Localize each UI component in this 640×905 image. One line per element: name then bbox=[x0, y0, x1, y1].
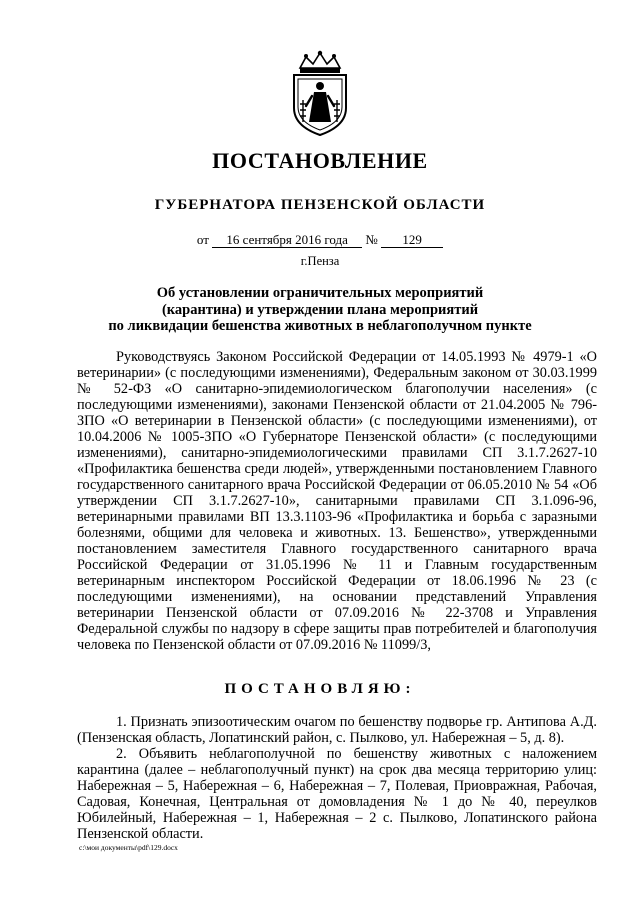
document-date: 16 сентября 2016 года bbox=[212, 232, 362, 248]
resolution-item: 1. Признать эпизоотическим очагом по бешенству подворье гр. Антипова А.Д. (Пензенская область, Лопатинский район, с. Пылково, ул. Набережная – 5, д. 8). bbox=[77, 714, 597, 746]
document-subtitle: ГУБЕРНАТОРА ПЕНЗЕНСКОЙ ОБЛАСТИ bbox=[154, 197, 486, 213]
resolve-heading: ПОСТАНОВЛЯЮ: bbox=[224, 681, 416, 697]
preamble-section bbox=[77, 349, 597, 653]
document-city: г.Пенза bbox=[300, 254, 340, 268]
document-number: 129 bbox=[381, 232, 443, 248]
heading-line: Об установлении ограничительных мероприятий bbox=[156, 285, 484, 301]
document-heading bbox=[80, 285, 560, 335]
heading-line: по ликвидации бешенства животных в неблагополучном пункте bbox=[108, 318, 532, 334]
resolution-item: 2. Объявить неблагополучной по бешенству животных с наложением карантина (далее – неблагополучный пункт) на срок два месяца территорию улиц: Набережная – 5, Набережная – 6, Набережная – 7, Полевая, Приовражная, Рабочая, Садовая, Конечная, Центральная от домовладения № 1 до № 40, переулков Юбилейный, Набережная – 1, Набережная – 2 с. Пылково, Лопатинского района Пензенской области. bbox=[77, 746, 597, 842]
file-path-footer: c:\мои документы\pdf\129.docx bbox=[79, 843, 178, 852]
date-number-line bbox=[0, 231, 640, 249]
resolution-items bbox=[77, 714, 597, 842]
number-prefix: № bbox=[365, 232, 378, 247]
heading-line: (карантина) и утверждении плана мероприятий bbox=[161, 301, 479, 318]
document-title: ПОСТАНОВЛЕНИЕ bbox=[212, 148, 428, 173]
date-prefix: от bbox=[196, 232, 209, 247]
penza-coat-of-arms-icon bbox=[286, 50, 354, 138]
preamble-paragraph: Руководствуясь Законом Российской Федерации от 14.05.1993 № 4979-1 «О ветеринарии» (с последующими изменениями), Федеральным законом от 30.03.1999 № 52-ФЗ «О санитарно-эпидемиологическом благополучии населения» (с последующими изменениями), законами Пензенской области от 21.04.2005 № 796-ЗПО «О ветеринарии в Пензенской области» (с последующими изменениями), от 10.04.2006 № 1005-ЗПО «О Губернаторе Пензенской области» (с последующими изменениями), санитарно-эпидемиологическими правилами СП 3.1.7.2627-10 «Профилактика бешенства среди людей», утвержденными постановлением Главного государственного санитарного врача Российской Федерации от 06.05.2010 № 54 «Об утверждении СП 3.1.7.2627-10», санитарными правилами СП 3.1.096-96, ветеринарными правилами ВП 13.3.1103-96 «Профилактика и борьба с заразными болезнями, общими для человека и животных. 13. Бешенство», утвержденными постановлением заместителя Главного государственного санитарного врача Российской Федерации от 31.05.1996 № 11 и Главным государственным ветеринарным инспектором Российской Федерации от 18.06.1996 № 23 (с последующими изменениями), на основании представлений Управления ветеринарии Пензенской области от 07.09.2016 № 22-3708 и Управления Федеральной службы по надзору в сфере защиты прав потребителей и благополучия человека по Пензенской области от 07.09.2016 № 11099/3, bbox=[77, 349, 597, 653]
